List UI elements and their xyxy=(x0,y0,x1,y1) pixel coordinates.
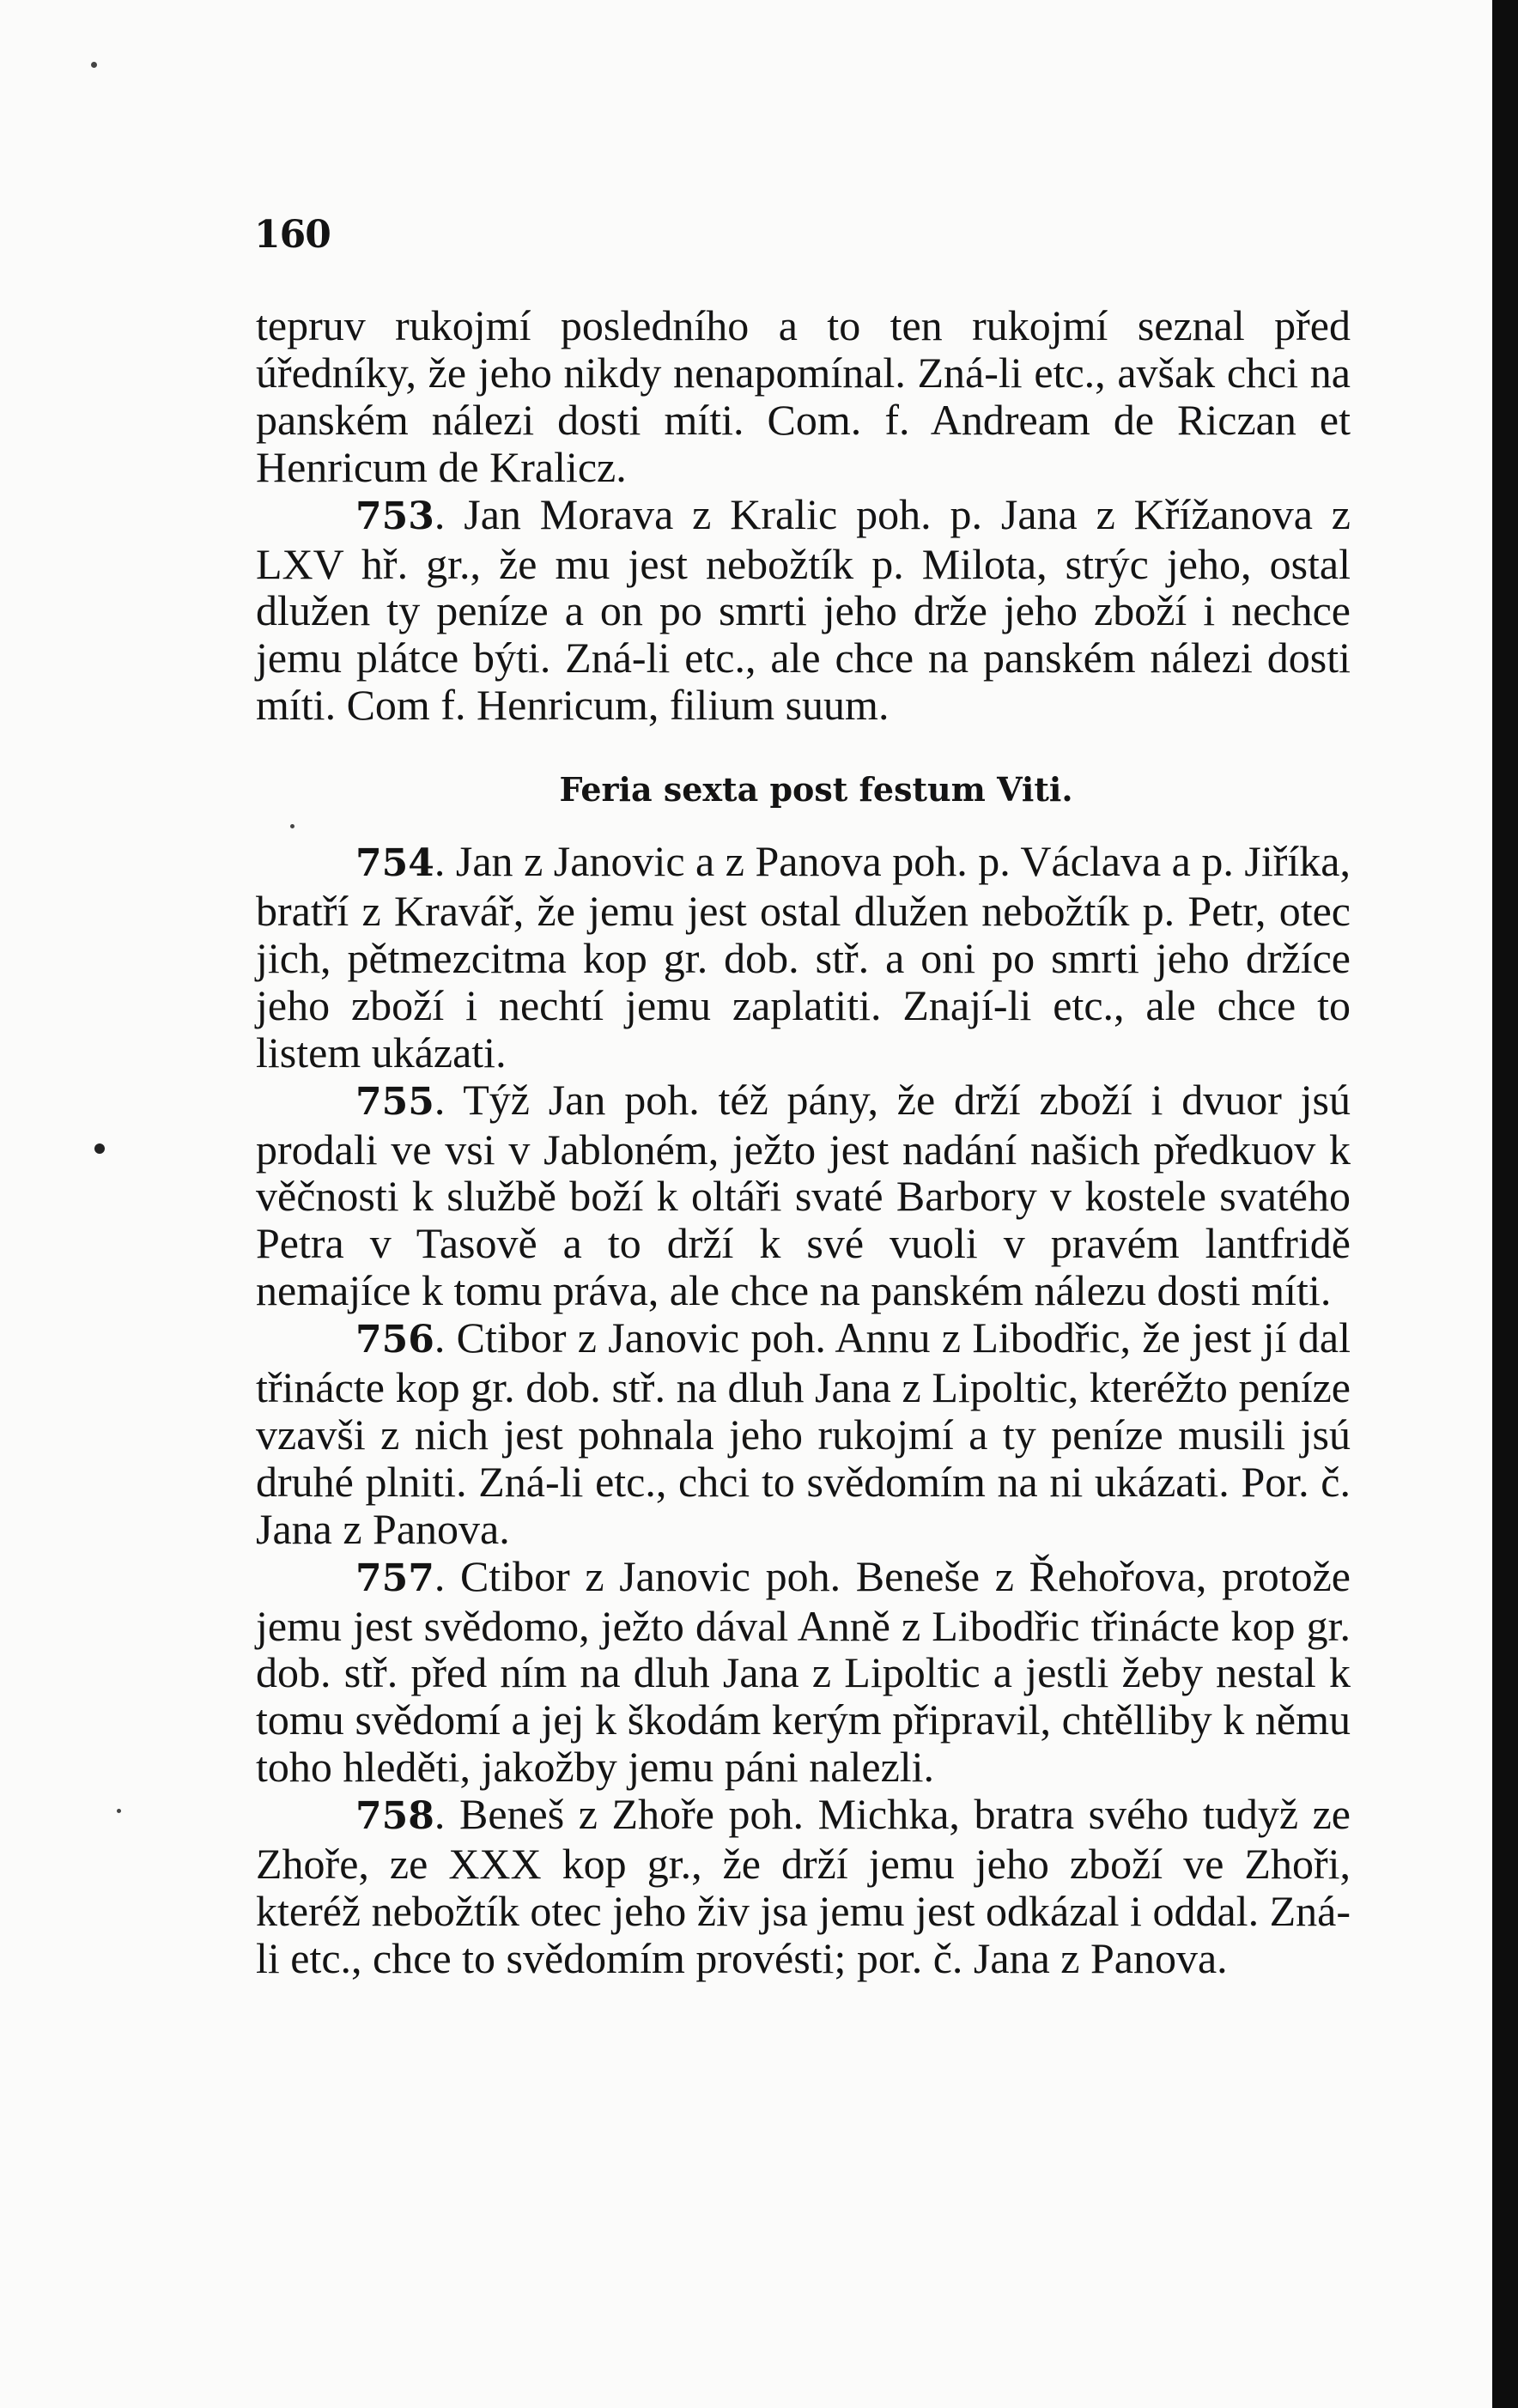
paragraph-text: . Ctibor z Janovic poh. Beneše z Řehořova, protože jemu jest svědomo, ježto dával Anně z Libodřic třinácte kop gr. dob. stř. před ním na dluh Jana z Lipoltic a jestli žeby nestal k tomu svědomí a jej k škodám kerým připravil, chtělliby k němu toho hleděti, jakožby jemu páni nalezli. xyxy=(256,1551,1351,1792)
paragraph-756 xyxy=(256,1314,1351,1553)
entry-number: 758 xyxy=(355,1794,434,1839)
paragraph-755 xyxy=(256,1077,1351,1315)
paragraph-752-continued xyxy=(256,302,1351,491)
paragraph-754 xyxy=(256,838,1351,1077)
scan-edge-shadow xyxy=(1492,0,1518,2408)
paragraph-text: . Týž Jan poh. též pány, že drží zboží i dvuor jsú prodali ve vsi v Jabloném, ježto jest nadání našich předkuov k věčnosti k službě boží k oltáři svaté Barbory v kostele svatého Petra v Tasově a to drží k své vuoli v pravém lantfridě nemajíce k tomu práva, ale chce na panském nálezu dosti míti. xyxy=(256,1075,1351,1315)
entry-number: 756 xyxy=(355,1318,434,1362)
paragraph-text: . Ctibor z Janovic poh. Annu z Libodřic, že jest jí dal třinácte kop gr. dob. stř. na dluh Jana z Lipoltic, kteréžto peníze vzavši z nich jest pohnala jeho rukojmí a ty peníze musili jsú druhé plniti. Zná-li etc., chci to svědomím na ni ukázati. Por. č. Jana z Panova. xyxy=(256,1313,1351,1553)
paragraph-753 xyxy=(256,491,1351,730)
scan-speck xyxy=(117,1809,121,1813)
section-heading: Feria sexta post festum Viti. xyxy=(559,770,1073,810)
paragraph-text: tepruv rukojmí posledního a to ten rukojmí seznal před úředníky, že jeho nikdy nenapomínal. Zná-li etc., avšak chci na panském nálezi dosti míti. Com. f. Andream de Riczan et Henricum de Kralicz. xyxy=(256,301,1351,491)
body-text xyxy=(256,302,1351,1982)
entry-number: 757 xyxy=(355,1556,434,1600)
paragraph-758 xyxy=(256,1791,1351,1982)
entry-number: 754 xyxy=(355,841,434,886)
paragraph-text: . Jan z Janovic a z Panova poh. p. Václava a p. Jiříka, bratří z Kravář, že jemu jest ostal dlužen nebožtík p. Petr, otec jich, pětmezcitma kop gr. dob. stř. a oni po smrti jeho držíce jeho zboží i nechtí jemu zaplatiti. Znají-li etc., ale chce to listem ukázati. xyxy=(256,837,1351,1077)
page-number: 160 xyxy=(254,213,331,257)
scan-speck xyxy=(94,1143,105,1154)
scan-speck xyxy=(91,62,97,68)
paragraph-text: . Beneš z Zhoře poh. Michka, bratra svého tudyž ze Zhoře, ze XXX kop gr., že drží jemu jeho zboží ve Zhoři, kteréž nebožtík otec jeho živ jsa jemu jest odkázal i oddal. Zná-li etc., chce to svědomím provésti; por. č. Jana z Panova. xyxy=(256,1790,1351,1982)
entry-number: 753 xyxy=(355,494,434,538)
paragraph-757 xyxy=(256,1553,1351,1792)
entry-number: 755 xyxy=(355,1079,434,1124)
paragraph-text: . Jan Morava z Kralic poh. p. Jana z Křížanova z LXV hř. gr., že mu jest nebožtík p. Milota, strýc jeho, ostal dlužen ty peníze a on po smrti jeho drže jeho zboží i nechce jemu plátce býti. Zná-li etc., ale chce na panském nálezi dosti míti. Com f. Henricum, filium suum. xyxy=(256,489,1351,730)
